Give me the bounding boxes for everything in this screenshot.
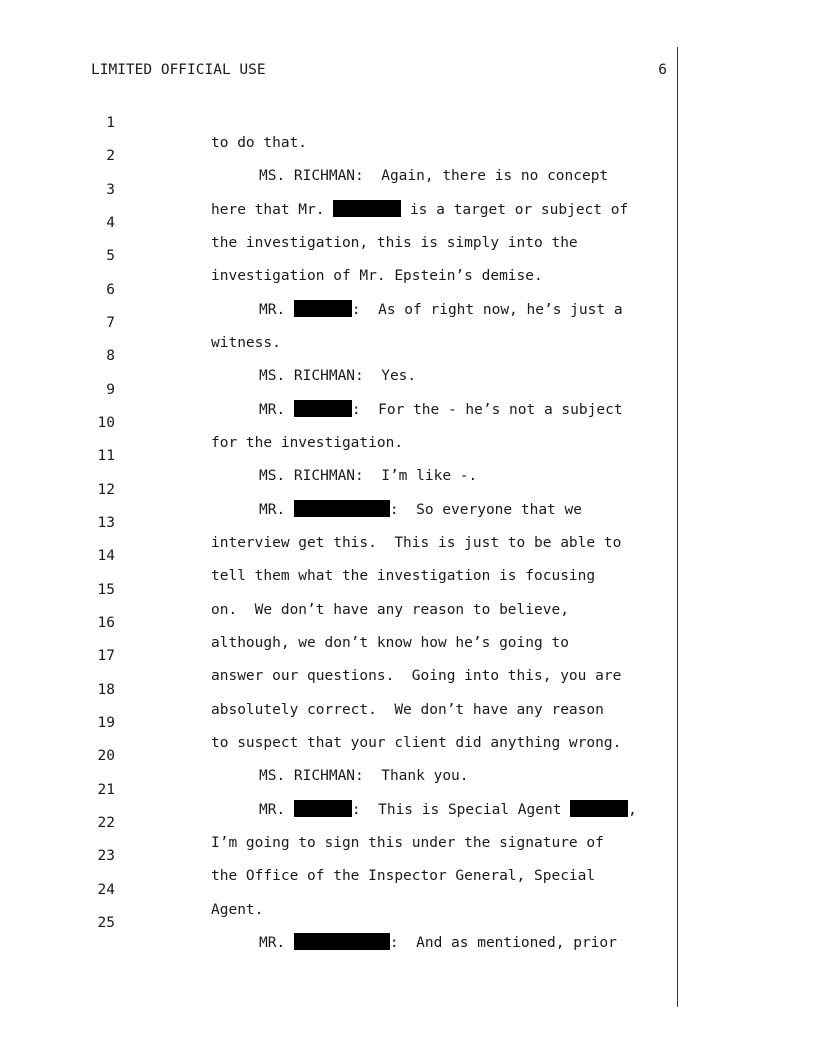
transcript-line (0, 593, 677, 651)
transcript-line (0, 293, 677, 351)
line-text: MS. RICHMAN: Thank you. (259, 768, 469, 784)
line-text-part: MR. (259, 402, 294, 418)
right-margin-rule (677, 47, 678, 1007)
transcript-line (0, 860, 677, 918)
line-number: 23 (97, 848, 115, 864)
line-number: 19 (97, 715, 115, 731)
line-text: absolutely correct. We don’t have any reason (211, 702, 604, 718)
line-text: MS. RICHMAN: Again, there is no concept (259, 168, 609, 184)
line-text-part: : So everyone that we (389, 502, 582, 518)
line-text: although, we don’t know how he’s going to (211, 635, 569, 651)
line-text-part: MR. (259, 502, 294, 518)
line-number: 24 (97, 882, 115, 898)
transcript-line (0, 893, 677, 951)
line-text: the investigation, this is simply into the (211, 235, 578, 251)
line-number: 25 (97, 915, 115, 931)
line-text: interview get this. This is just to be able to (211, 535, 622, 551)
line-text-part: , (628, 802, 637, 818)
transcript-line (0, 160, 677, 218)
line-text: Agent. (211, 902, 264, 918)
line-text: witness. (211, 335, 281, 351)
transcript-line (0, 626, 677, 684)
line-text: MS. RICHMAN: I’m like -. (259, 468, 478, 484)
line-text-part: MR. (259, 802, 294, 818)
transcript-line (0, 493, 677, 551)
line-text: to suspect that your client did anything wrong. (211, 735, 622, 751)
line-number: 11 (97, 448, 115, 464)
line-number: 3 (106, 182, 115, 198)
line-number: 12 (97, 482, 115, 498)
line-number: 1 (106, 115, 115, 131)
line-text-part: : And as mentioned, prior (389, 935, 617, 951)
line-text-part: MR. (259, 302, 294, 318)
line-text: tell them what the investigation is focusing (211, 568, 596, 584)
line-text (259, 933, 617, 953)
transcript-line (0, 760, 677, 818)
transcript-line (0, 126, 677, 184)
transcript-line (0, 360, 677, 418)
transcript-line (0, 793, 677, 851)
line-number: 4 (106, 215, 115, 231)
line-text-part: : This is Special Agent (351, 802, 571, 818)
line-text-part: here that Mr. (211, 202, 334, 218)
transcript-line (0, 460, 677, 518)
line-text-part: is a target or subject of (401, 202, 629, 218)
line-number: 9 (106, 382, 115, 398)
line-number: 20 (97, 748, 115, 764)
line-text-part: : As of right now, he’s just a (351, 302, 623, 318)
transcript-line (0, 326, 677, 384)
line-text-part: MR. (259, 935, 294, 951)
transcript-line (0, 260, 677, 318)
transcript-line (0, 826, 677, 884)
line-text: investigation of Mr. Epstein’s demise. (211, 268, 543, 284)
line-number: 13 (97, 515, 115, 531)
page-number: 6 (658, 62, 667, 78)
transcript-line (0, 226, 677, 284)
line-text: MS. RICHMAN: Yes. (259, 368, 417, 384)
line-number: 18 (97, 682, 115, 698)
transcript-line (0, 193, 677, 251)
line-number: 6 (106, 282, 115, 298)
redaction-box (294, 933, 390, 950)
line-number: 21 (97, 782, 115, 798)
line-number: 2 (106, 148, 115, 164)
transcript-line (0, 660, 677, 718)
transcript-line (0, 526, 677, 584)
line-text: for the investigation. (211, 435, 404, 451)
line-number: 17 (97, 648, 115, 664)
line-number: 7 (106, 315, 115, 331)
line-number: 15 (97, 582, 115, 598)
line-number: 14 (97, 548, 115, 564)
transcript-line (0, 726, 677, 784)
line-text: on. We don’t have any reason to believe, (211, 602, 569, 618)
line-number: 22 (97, 815, 115, 831)
header-classification: LIMITED OFFICIAL USE (91, 62, 266, 78)
transcript-line (0, 560, 677, 618)
line-number: 16 (97, 615, 115, 631)
transcript-line (0, 693, 677, 751)
line-text-part: : For the - he’s not a subject (351, 402, 623, 418)
line-number: 8 (106, 348, 115, 364)
transcript-line (0, 426, 677, 484)
transcript-line (0, 93, 677, 151)
line-text: answer our questions. Going into this, you are (211, 668, 622, 684)
line-number: 5 (106, 248, 115, 264)
line-text: the Office of the Inspector General, Special (211, 868, 596, 884)
line-text: to do that. (211, 135, 308, 151)
line-number: 10 (97, 415, 115, 431)
line-text: I’m going to sign this under the signature of (211, 835, 604, 851)
transcript-line (0, 393, 677, 451)
